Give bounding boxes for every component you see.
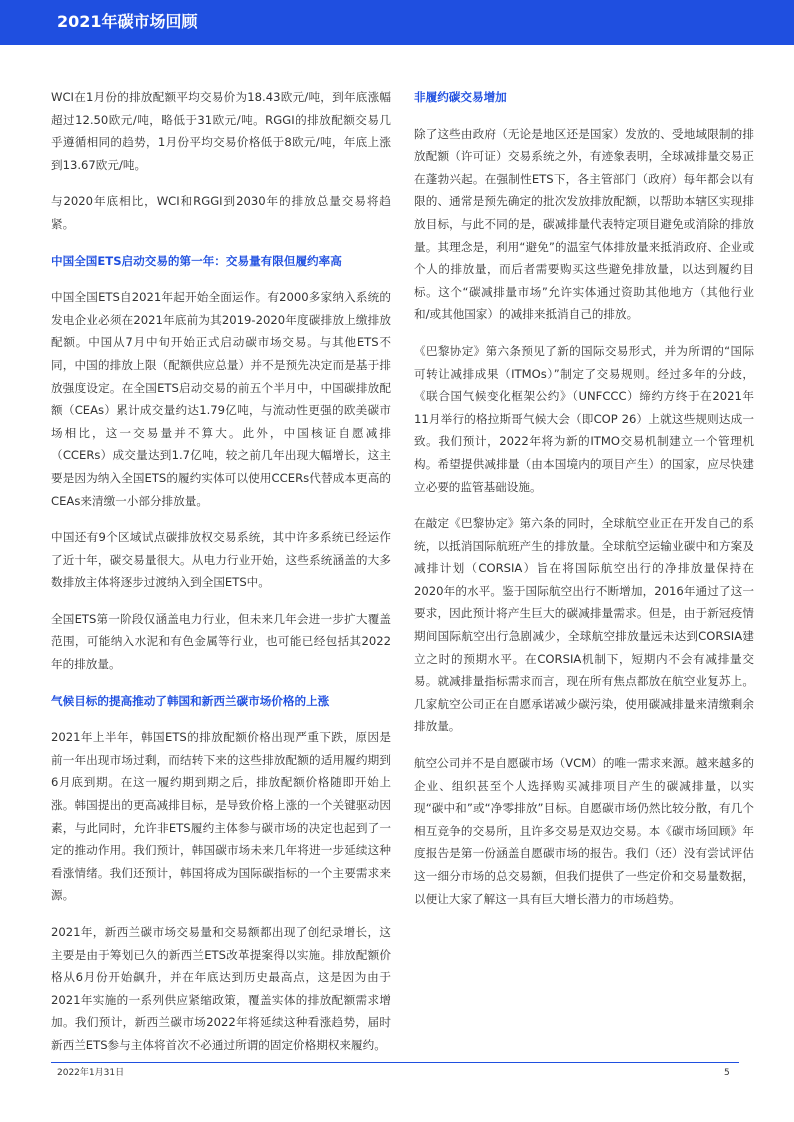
page-title: 2021年碳市场回顾 [57,12,198,31]
section-heading-voluntary-trading: 非履约碳交易增加 [414,90,507,104]
paragraph-wci-rggi-prices: WCI在1月份的排放配额平均交易价为18.43欧元/吨，到年底涨幅超过12.50欧元/吨，略低于31欧元/吨。RGGI的排放配额交易几乎遵循相同的趋势，1月份平均交易价格低于8欧元/吨，年底上涨到13.67欧元/吨。 [51,90,391,172]
paragraph-china-ets: 中国全国ETS自2021年起开始全面运作。有2000多家纳入系统的发电企业必须在2021年底前为其2019-2020年度碳排放上缴排放配额。中国从7月中旬开始正式启动碳市场交易。与其他ETS不同，中国的排放上限（配额供应总量）并不是预先决定而是基于排放强度设定。在全国ETS启动交易的前五个半月中，中国碳排放配额（CEAs）累计成交量约达1.79亿吨，与流动性更强的欧美碳市场相比，这一交易量并不算大。此外，中国核证自愿减排（CCERs）成交量达到1.7亿吨，较之前几年出现大幅增长，这主要是因为纳入全国ETS的履约实体可以使用CCERs代替成本更高的CEAs来清缴一小部分排放量。 [51,290,391,508]
section-heading-china-ets: 中国全国ETS启动交易的第一年：交易量有限但履约率高 [51,253,342,268]
paragraph-korea-ets: 2021年上半年，韩国ETS的排放配额价格出现严重下跌，原因是前一年出现市场过剩，而结转下来的这些排放配额的适用履约期到6月底到期。在这一履约期到期之后，排放配额价格随即开始上涨。韩国提出的更高减排目标，是导致价格上涨的一个关键驱动因素，与此同时，允许非ETS履约主体参与碳市场的决定也起到了一定的推动作用。我们预计，韩国碳市场未来几年将进一步延续这种看涨情绪。我们还预计，韩国将成为国际碳指标的一个主要需求来源。 [51,730,391,903]
header-bar [0,0,794,45]
footer-divider [51,1062,739,1063]
section-heading-korea-nz: 气候目标的提高推动了韩国和新西兰碳市场价格的上涨 [51,693,330,708]
paragraph-new-zealand-ets: 2021年，新西兰碳市场交易量和交易额都出现了创纪录增长，这主要是由于筹划已久的新西兰ETS改革提案得以实施。排放配额价格从6月份开始飙升，并在年底达到历史最高点，这是因为由于2021年实施的一系列供应紧缩政策，覆盖实体的排放配额需求增加。我们预计，新西兰碳市场2022年将延续这种看涨趋势，届时新西兰ETS参与主体将首次不必通过所谓的固定价格期权来履约。 [51,925,391,1052]
right-column [414,86,754,924]
left-column [51,86,391,1071]
paragraph-china-scope: 全国ETS第一阶段仅涵盖电力行业，但未来几年会进一步扩大覆盖范围，可能纳入水泥和有色金属等行业，也可能已经包括其2022年的排放量。 [51,611,391,672]
footer-date: 2022年1月31日 [57,1068,125,1078]
paragraph-china-pilots: 中国还有9个区域试点碳排放权交易系统，其中许多系统已经运作了近十年，碳交易量很大。从电力行业开始，这些系统涵盖的大多数排放主体将逐步过渡纳入到全国ETS中。 [51,530,391,590]
page-number: 5 [724,1068,730,1078]
paragraph-corsia: 在敲定《巴黎协定》第六条的同时，全球航空业正在开发自己的系统，以抵消国际航班产生的排放量。全球航空运输业碳中和方案及减排计划（CORSIA）旨在将国际航空出行的净排放量保持在2020年的水平。鉴于国际航空出行不断增加，2016年通过了这一要求，因此预计将产生巨大的碳减排量需求。但是，由于新冠疫情期间国际航空出行急剧减少，全球航空排放量远未达到CORSIA建立之时的预期水平。在CORSIA机制下，短期内不会有减排量交易。就减排量指标需求而言，现在所有焦点都放在航空业复苏上。几家航空公司正在自愿承诺减少碳污染，使用碳减排量来清缴剩余排放量。 [414,516,754,734]
paragraph-paris-article6: 《巴黎协定》第六条预见了新的国际交易形式，并为所谓的“国际可转让减排成果（ITMOs）”制定了交易规则。经过多年的分歧，《联合国气候变化框架公约》（UNFCCC）缔约方终于在2021年11月举行的格拉斯哥气候大会（即COP 26）上就这些规则达成一致。我们预计，2022年将为新的ITMO交易机制建立一个管理机构。希望提供减排量（由本国境内的项目产生）的国家，应尽快建立必要的监管基础设施。 [414,343,754,494]
paragraph-offset-market: 除了这些由政府（无论是地区还是国家）发放的、受地域限制的排放配额（许可证）交易系统之外，有迹象表明，全球减排量交易正在蓬勃兴起。在强制性ETS下，各主管部门（政府）每年都会以有限的、通常是预先确定的批次发放排放配额，以帮助本辖区实现排放目标，与此不同的是，碳减排量代表特定项目避免或消除的排放量。其理念是，利用“避免”的温室气体排放量来抵消政府、企业或个人的排放量，而后者需要购买这些避免排放量，以达到履约目标。这个“碳减排量市场”允许实体通过资助其他地方（其他行业和/或其他国家）的减排来抵消自己的排放。 [414,126,754,322]
paragraph-vcm: 航空公司并不是自愿碳市场（VCM）的唯一需求来源。越来越多的企业、组织甚至个人选择购买减排项目产生的碳减排量，以实现“碳中和”或“净零排放”目标。自愿碳市场仍然比较分散，有几个相互竞争的交易所，且许多交易是双边交易。本《碳市场回顾》年度报告是第一份涵盖自愿碳市场的报告。我们（还）没有尝试评估这一细分市场的总交易额，但我们提供了一些定价和交易量数据，以便让大家了解这一具有巨大增长潜力的市场趋势。 [414,756,754,906]
paragraph-cap-tightening: 与2020年底相比，WCI和RGGI到2030年的排放总量交易将趋紧。 [51,194,391,231]
